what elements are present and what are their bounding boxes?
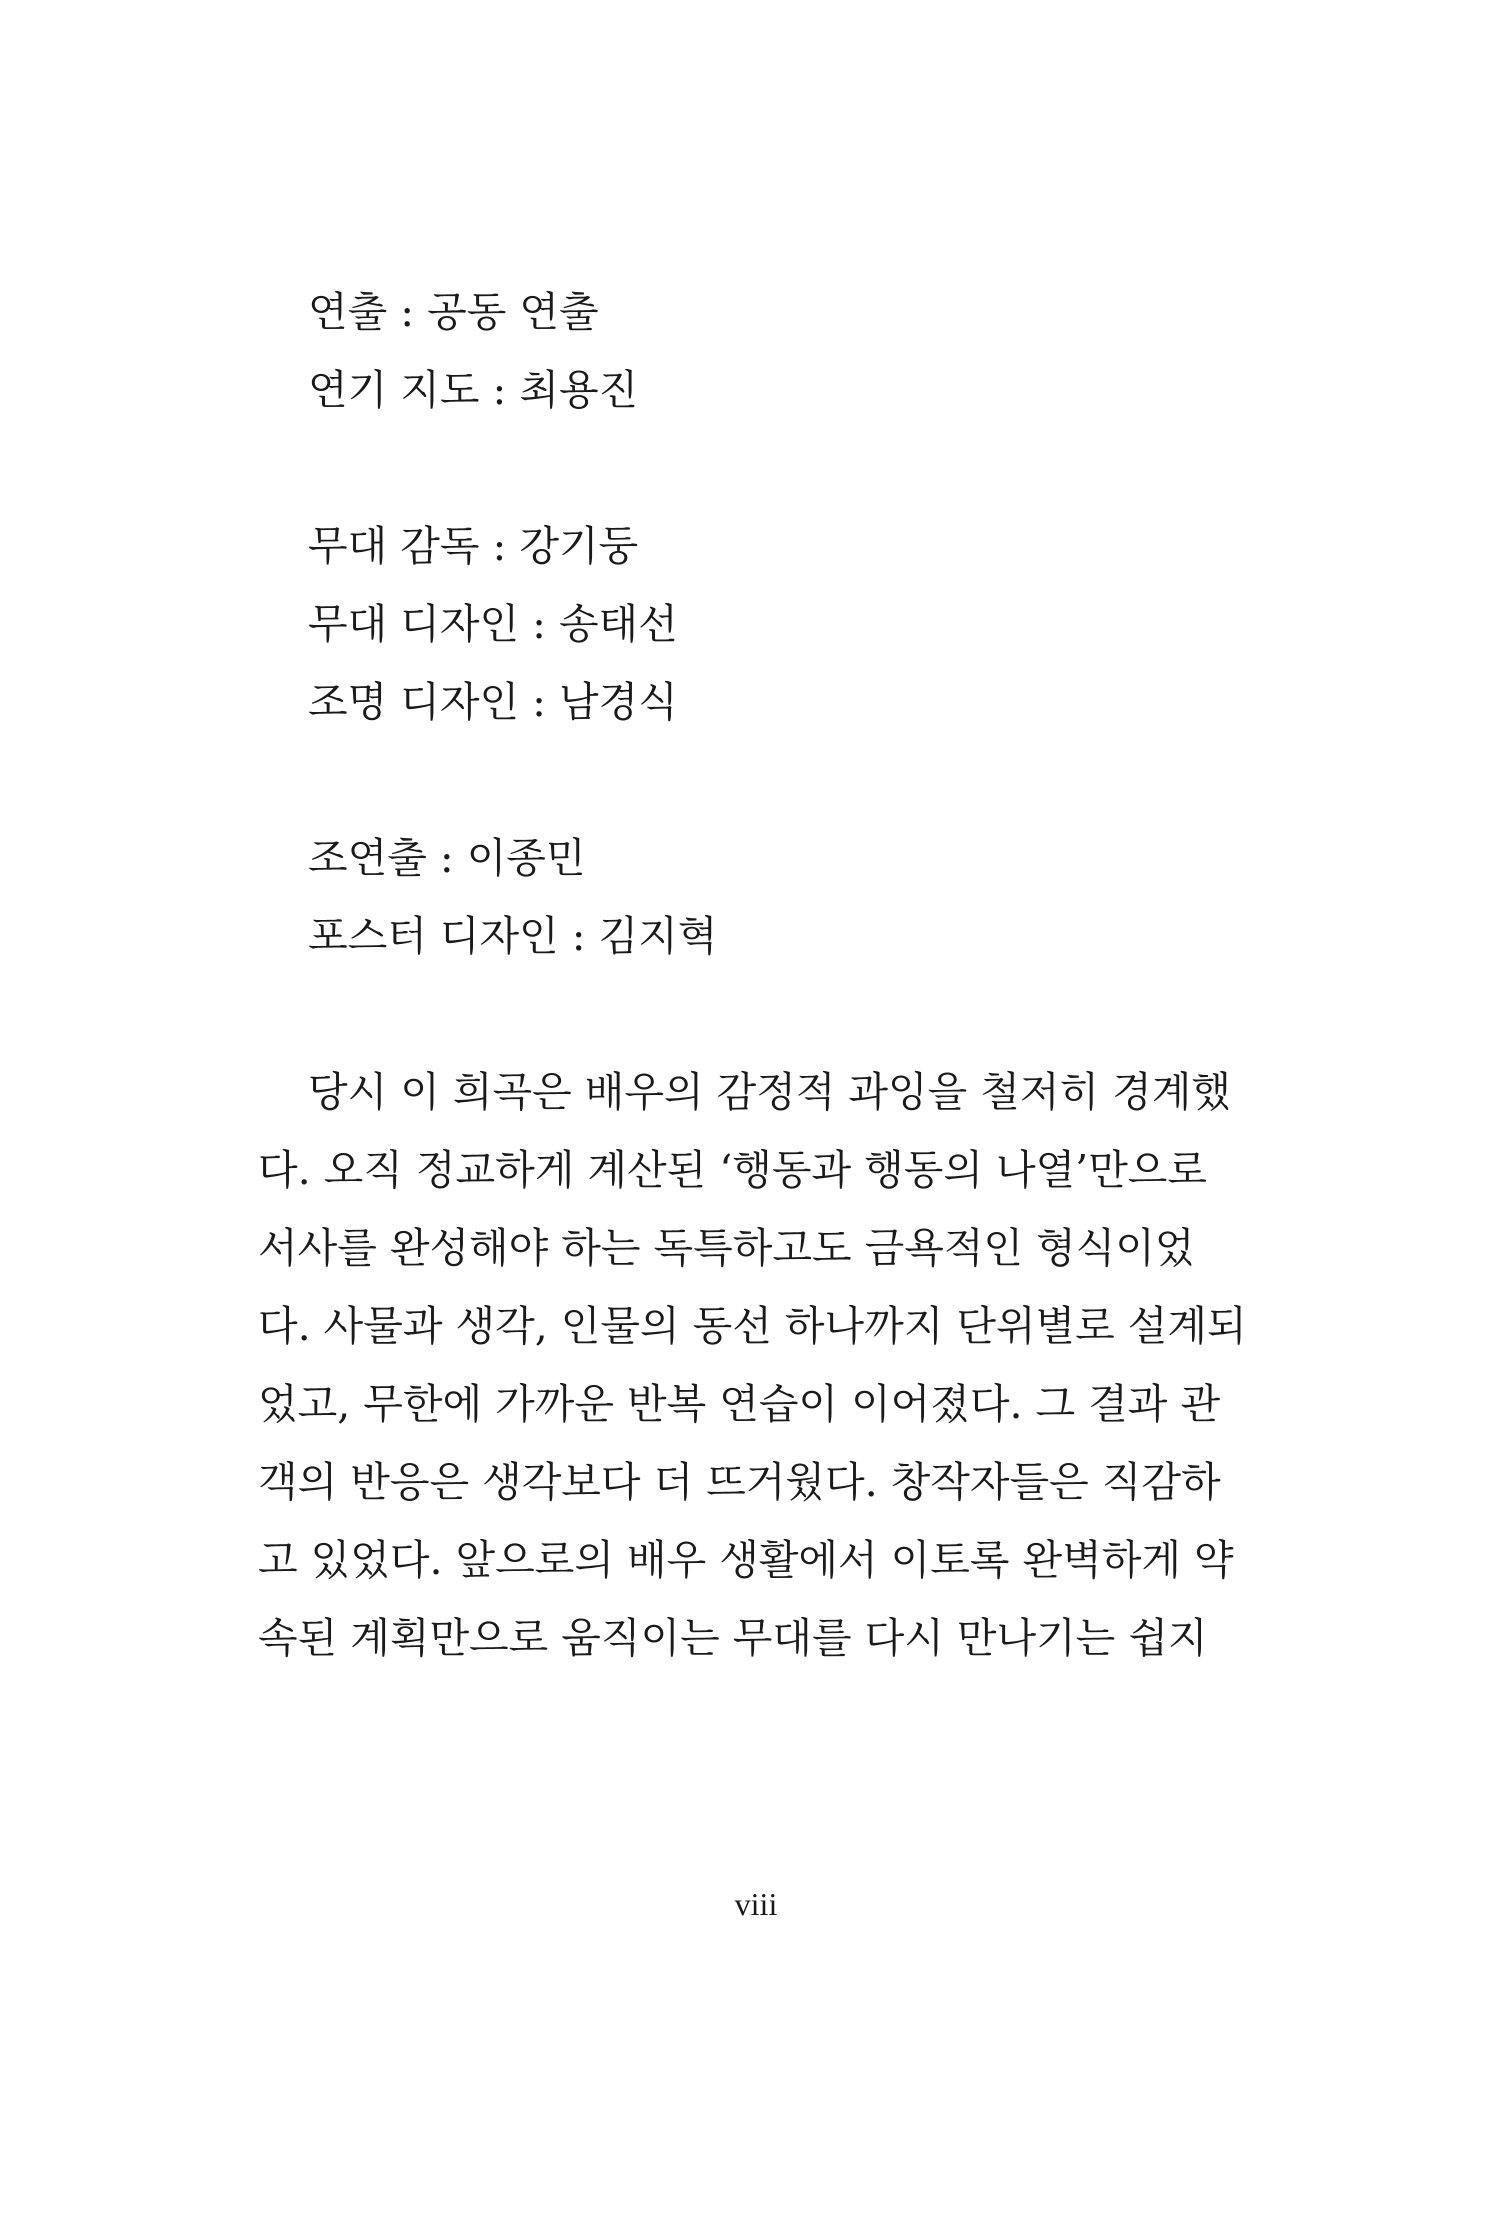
paragraph-line: 속된 계획만으로 움직이는 무대를 다시 만나기는 쉽지 [258,1614,1208,1662]
credit-poster-designer: 포스터 디자인 : 김지혁 [308,912,718,960]
page-number: viii [734,1886,778,1922]
credit-stage-manager: 무대 감독 : 강기둥 [308,522,639,570]
paragraph-line: 당시 이 희곡은 배우의 감정적 과잉을 철저히 경계했 [308,1068,1231,1116]
credit-lighting-designer: 조명 디자인 : 남경식 [308,678,678,726]
credit-director: 연출 : 공동 연출 [308,288,599,336]
credit-set-designer: 무대 디자인 : 송태선 [308,600,678,648]
paragraph-line: 고 있었다. 앞으로의 배우 생활에서 이토록 완벽하게 약 [258,1536,1234,1584]
paragraph-line: 다. 사물과 생각, 인물의 동선 하나까지 단위별로 설계되 [258,1302,1247,1350]
paragraph-line: 다. 오직 정교하게 계산된 ‘행동과 행동의 나열’만으로 [258,1146,1208,1194]
credit-acting-coach: 연기 지도 : 최용진 [308,366,639,414]
paragraph-line: 었고, 무한에 가까운 반복 연습이 이어졌다. 그 결과 관 [258,1380,1221,1428]
paragraph-line: 서사를 완성해야 하는 독특하고도 금욕적인 형식이었 [258,1224,1195,1272]
paragraph-line: 객의 반응은 생각보다 더 뜨거웠다. 창작자들은 직감하 [258,1458,1221,1506]
credit-assistant-director: 조연출 : 이종민 [308,834,586,882]
